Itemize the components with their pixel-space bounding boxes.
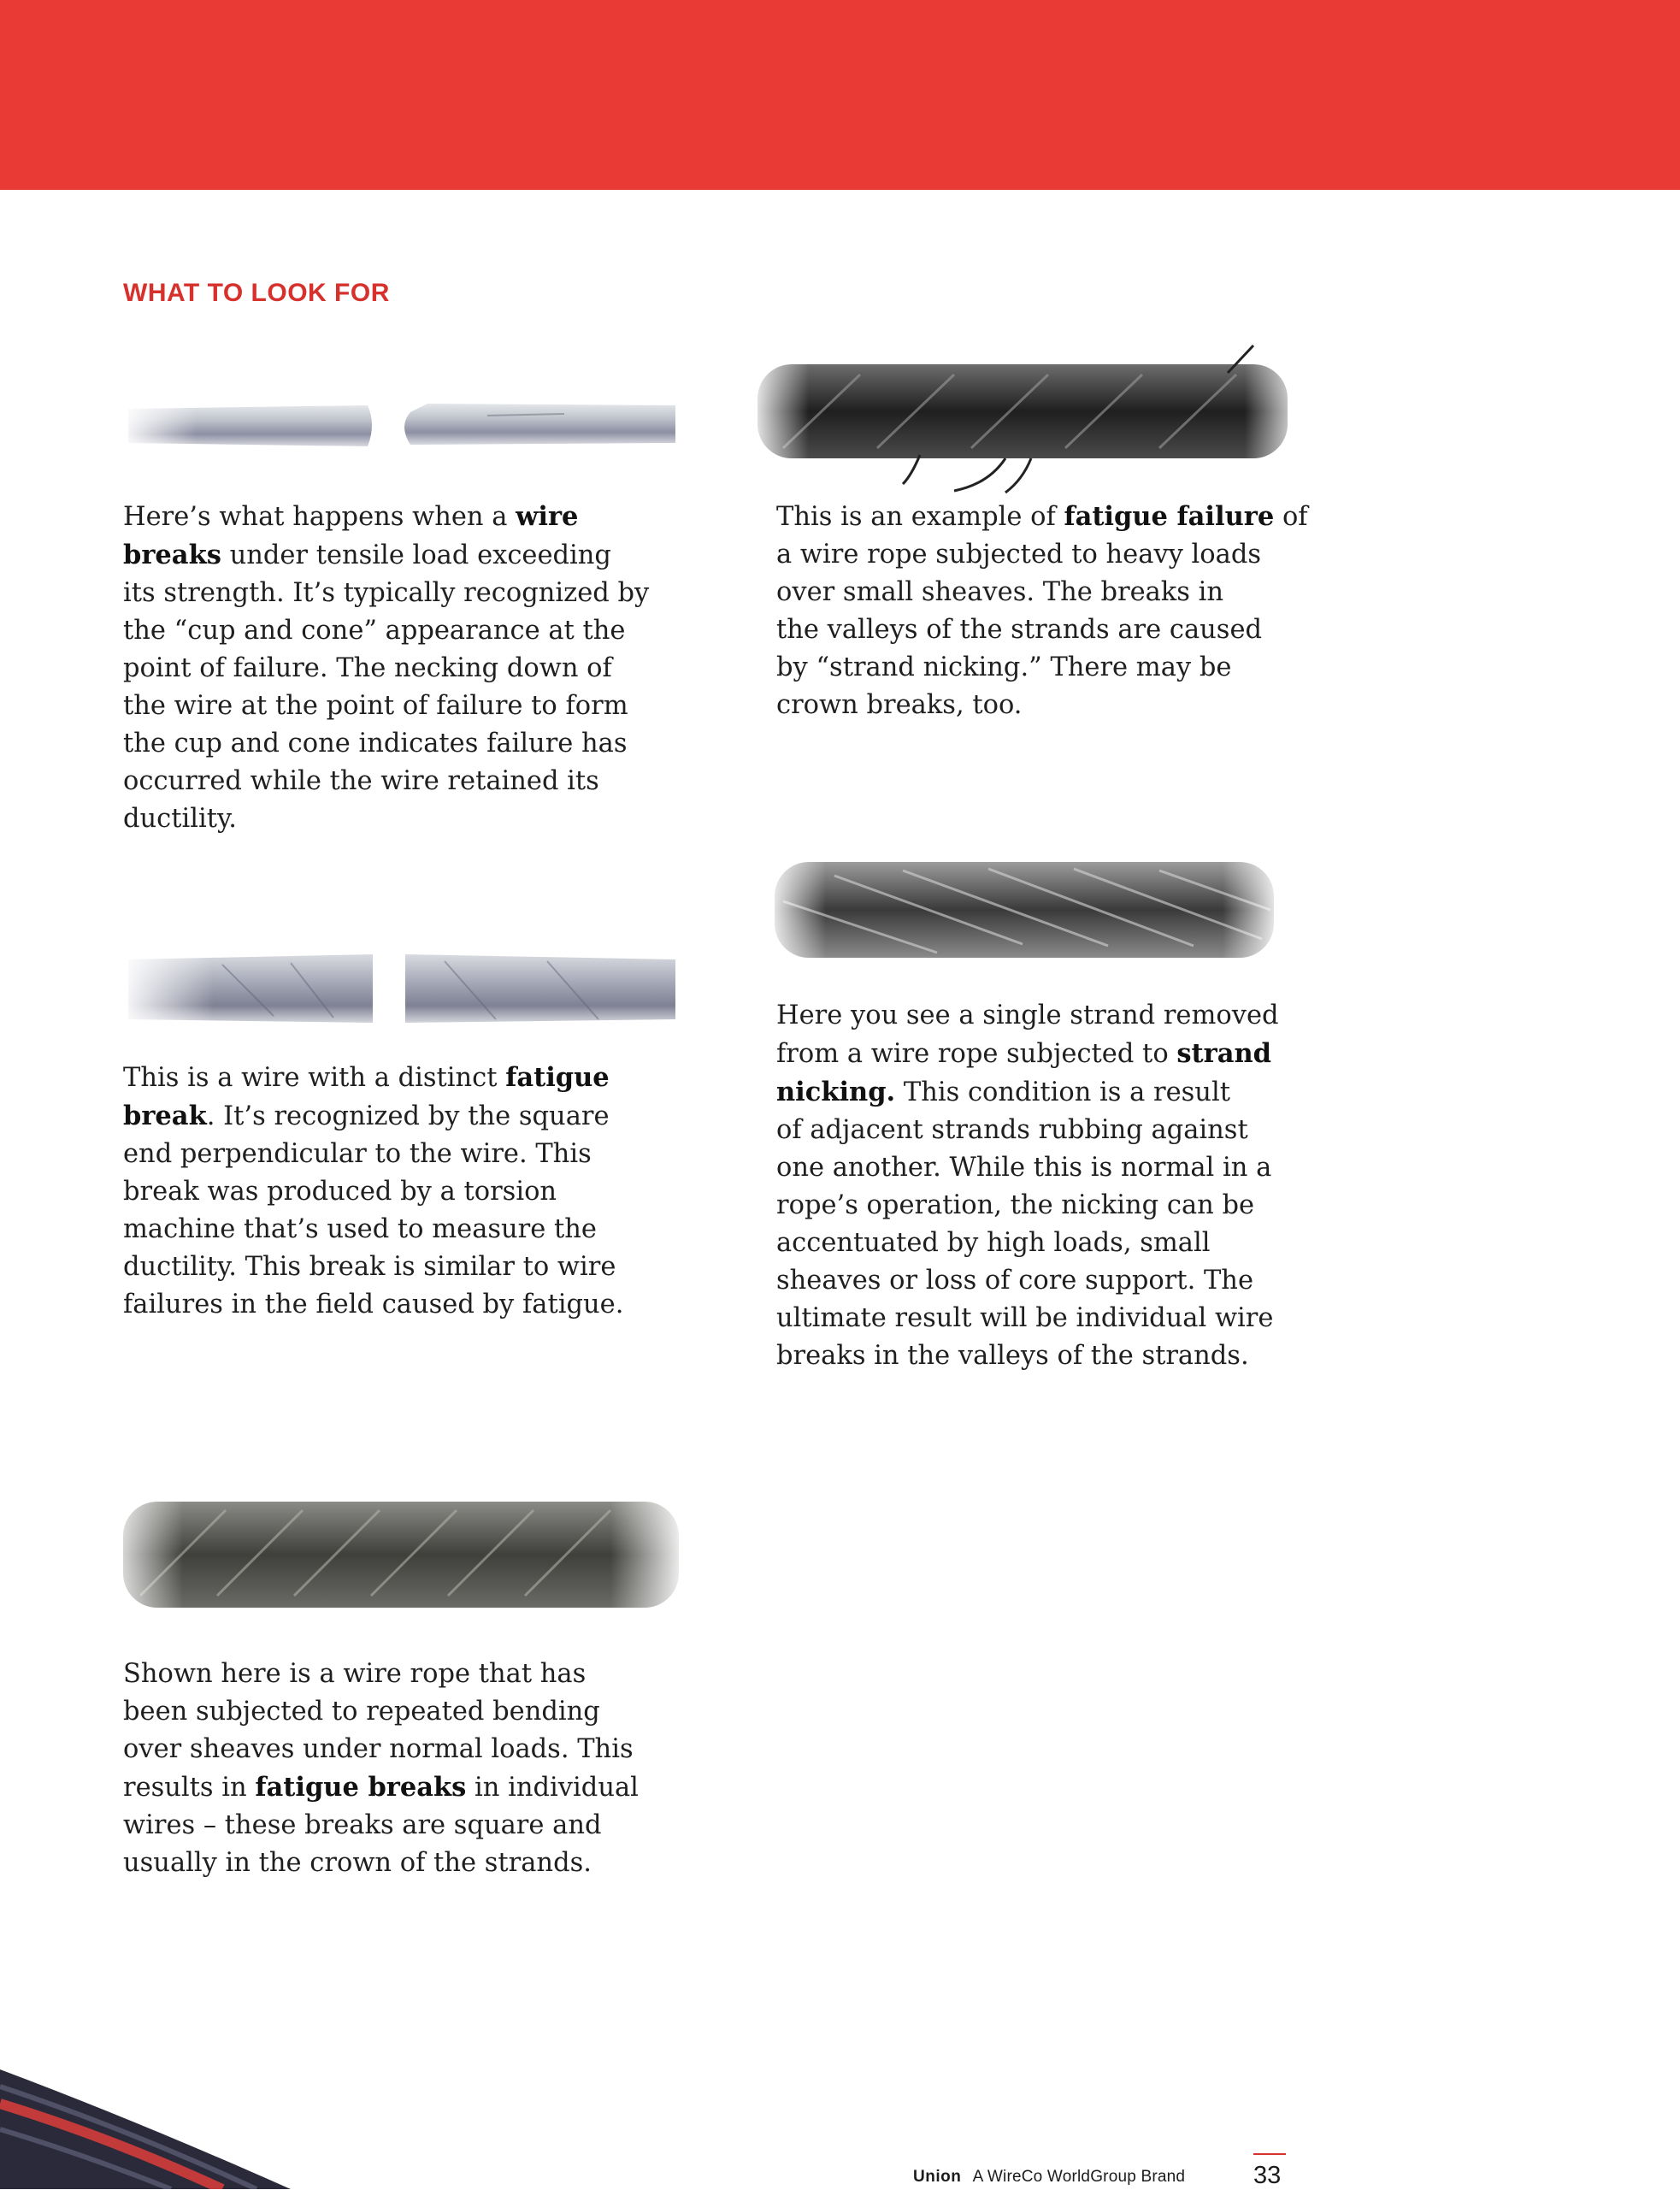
text-run: Here’s what happens when a (123, 502, 516, 532)
bold-term: nicking. (776, 1077, 896, 1107)
single-strand-nicking-photo (766, 850, 1282, 970)
text-run: point of failure. The necking down of (123, 653, 612, 683)
section-heading: WHAT TO LOOK FOR (123, 279, 390, 307)
text-run: This is an example of (776, 502, 1064, 532)
text-run: by “strand nicking.” There may be (776, 652, 1232, 682)
text-run: a wire rope subjected to heavy loads (776, 540, 1262, 570)
tensile-wire-break-photo (120, 383, 684, 469)
bold-term: breaks (123, 540, 221, 570)
text-run: over sheaves under normal loads. This (123, 1734, 634, 1764)
text-run: crown breaks, too. (776, 690, 1023, 720)
text-run: the cup and cone indicates failure has (123, 729, 628, 759)
text-run: been subjected to repeated bending (123, 1697, 600, 1727)
text-run: This condition is a result (895, 1077, 1230, 1107)
text-run: This is a wire with a distinct (123, 1063, 506, 1093)
bold-term: wire (516, 501, 579, 532)
text-run: occurred while the wire retained its (123, 766, 599, 796)
text-run: Here you see a single strand removed (776, 1001, 1279, 1030)
text-run: the “cup and cone” appearance at the (123, 616, 626, 646)
top-color-band (0, 0, 1680, 190)
rope-crown-fatigue-description (123, 1656, 704, 1882)
page-number: 33 (1253, 2162, 1282, 2189)
text-run: . It’s recognized by the square (206, 1101, 610, 1131)
page-number-rule (1253, 2153, 1286, 2155)
text-run: machine that’s used to measure the (123, 1214, 597, 1244)
text-run: sheaves or loss of core support. The (776, 1266, 1253, 1296)
text-run: over small sheaves. The breaks in (776, 577, 1224, 607)
wire-tensile-break-description (123, 498, 704, 838)
text-run: from a wire rope subjected to (776, 1039, 1177, 1069)
text-run: the wire at the point of failure to form (123, 691, 628, 721)
rope-fatigue-failure-photo (749, 339, 1305, 501)
bold-term: break (123, 1101, 207, 1131)
rope-fatigue-failure-description (776, 498, 1323, 724)
text-run: rope’s operation, the nicking can be (776, 1190, 1255, 1220)
brand-tagline: A WireCo WorldGroup Brand (972, 2168, 1186, 2186)
bold-term: fatigue breaks (255, 1772, 467, 1803)
text-run: usually in the crown of the strands. (123, 1848, 592, 1878)
footer-brand (913, 2168, 1185, 2187)
strand-nicking-description (776, 997, 1323, 1375)
fatigue-wire-break-photo (120, 947, 684, 1030)
text-run: wires – these breaks are square and (123, 1810, 602, 1840)
text-run: of adjacent strands rubbing against (776, 1115, 1248, 1145)
text-run: one another. While this is normal in a (776, 1153, 1272, 1183)
text-run: accentuated by high loads, small (776, 1228, 1211, 1258)
text-run: in individual (466, 1773, 639, 1803)
text-run: break was produced by a torsion (123, 1177, 557, 1207)
text-run: end perpendicular to the wire. This (123, 1139, 592, 1169)
brand-name: Union (913, 2168, 962, 2186)
wire-fatigue-break-description (123, 1059, 704, 1324)
text-run: of (1274, 502, 1308, 532)
text-run: under tensile load exceeding (221, 540, 611, 570)
text-run: ultimate result will be individual wire (776, 1303, 1274, 1333)
bold-term: fatigue failure (1064, 501, 1275, 532)
text-run: breaks in the valleys of the strands. (776, 1341, 1249, 1371)
text-run: results in (123, 1773, 256, 1803)
text-run: the valleys of the strands are caused (776, 615, 1263, 645)
text-run: its strength. It’s typically recognized by (123, 578, 650, 608)
text-run: failures in the field caused by fatigue. (123, 1290, 624, 1319)
text-run: Shown here is a wire rope that has (123, 1659, 587, 1689)
text-run: ductility. This break is similar to wire (123, 1252, 616, 1282)
bold-term: fatigue (505, 1062, 610, 1093)
rope-crown-fatigue-breaks-photo (106, 1485, 687, 1625)
corner-rope-decoration (0, 2035, 308, 2189)
bold-term: strand (1176, 1038, 1271, 1069)
text-run: ductility. (123, 804, 237, 834)
